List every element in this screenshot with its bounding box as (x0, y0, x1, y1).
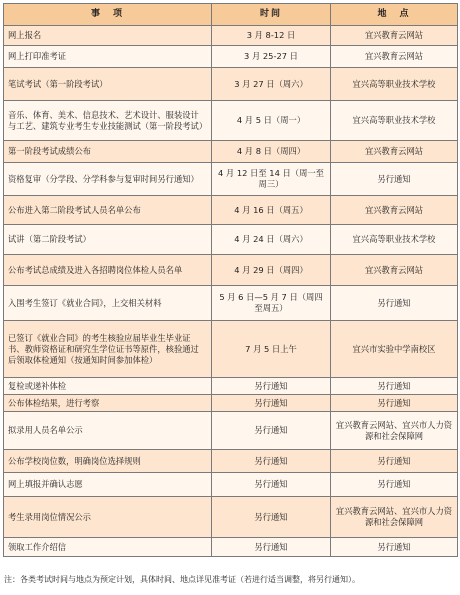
table-row (4, 538, 458, 557)
row-time: 4 月 12 日至 14 日（周一至周三） (212, 163, 331, 196)
table-row (4, 473, 458, 497)
row-item: 公布体检结果，进行考察 (4, 395, 212, 412)
table-row (4, 196, 458, 225)
header-item: 事 项 (4, 4, 212, 26)
header-place: 地 点 (331, 4, 458, 26)
table-row (4, 412, 458, 450)
row-place: 另行通知 (331, 163, 458, 196)
table-row (4, 321, 458, 378)
row-time: 另行通知 (212, 538, 331, 557)
row-place: 宜兴教育云网站 (331, 255, 458, 286)
row-place: 宜兴高等职业技术学校 (331, 101, 458, 141)
row-place: 另行通知 (331, 378, 458, 395)
row-time: 4 月 29 日（周四） (212, 255, 331, 286)
row-time: 另行通知 (212, 395, 331, 412)
row-item: 网上报名 (4, 26, 212, 46)
row-time: 4 月 8 日（周四） (212, 141, 331, 163)
row-place: 宜兴高等职业技术学校 (331, 225, 458, 255)
table-row (4, 101, 458, 141)
row-time: 另行通知 (212, 497, 331, 538)
footnote: 注：各类考试时间与地点为预定计划，具体时间、地点详见准考证（若进行适当调整，将另行通知）。 (4, 575, 360, 584)
row-time: 另行通知 (212, 450, 331, 473)
row-item: 网上填报并确认志愿 (4, 473, 212, 497)
table-row (4, 286, 458, 321)
table-row (4, 26, 458, 46)
row-place: 宜兴教育云网站 (331, 141, 458, 163)
row-place: 另行通知 (331, 538, 458, 557)
table-header-row (4, 4, 458, 26)
row-time: 3 月 25-27 日 (212, 46, 331, 68)
row-item: 资格复审（分学段、分学科参与复审时间另行通知） (4, 163, 212, 196)
row-place: 宜兴教育云网站 (331, 196, 458, 225)
row-item: 复检或递补体检 (4, 378, 212, 395)
row-time: 7 月 5 日上午 (212, 321, 331, 378)
row-item: 公布进入第二阶段考试人员名单公布 (4, 196, 212, 225)
row-place: 宜兴高等职业技术学校 (331, 68, 458, 101)
schedule-table (3, 3, 458, 557)
row-place: 另行通知 (331, 286, 458, 321)
header-time: 时间 (212, 4, 331, 26)
row-place: 宜兴市实验中学南校区 (331, 321, 458, 378)
row-time: 另行通知 (212, 412, 331, 450)
row-item: 网上打印准考证 (4, 46, 212, 68)
row-time: 4 月 16 日（周五） (212, 196, 331, 225)
row-time: 5 月 6 日—5 月 7 日（周四至周五） (212, 286, 331, 321)
row-item: 领取工作介绍信 (4, 538, 212, 557)
row-item: 公布考试总成绩及进入各招聘岗位体检人员名单 (4, 255, 212, 286)
row-item: 第一阶段考试成绩公布 (4, 141, 212, 163)
table-row (4, 68, 458, 101)
row-place: 宜兴教育云网站 (331, 46, 458, 68)
row-item: 考生录用岗位情况公示 (4, 497, 212, 538)
row-time: 另行通知 (212, 378, 331, 395)
row-item: 拟录用人员名单公示 (4, 412, 212, 450)
row-time: 4 月 5 日（周一） (212, 101, 331, 141)
row-place: 另行通知 (331, 473, 458, 497)
table-row (4, 225, 458, 255)
row-item: 笔试考试（第一阶段考试） (4, 68, 212, 101)
row-time: 另行通知 (212, 473, 331, 497)
row-place: 宜兴教育云网站、宜兴市人力资源和社会保障网 (331, 412, 458, 450)
table-row (4, 46, 458, 68)
row-place: 另行通知 (331, 395, 458, 412)
row-time: 3 月 8-12 日 (212, 26, 331, 46)
row-item: 入围考生签订《就业合同》，上交相关材料 (4, 286, 212, 321)
table-row (4, 141, 458, 163)
row-time: 3 月 27 日（周六） (212, 68, 331, 101)
table-row (4, 497, 458, 538)
table-row (4, 395, 458, 412)
row-item: 音乐、体育、美术、信息技术、艺术设计、服装设计与工艺、建筑专业考生专业技能测试（第一阶段考试） (4, 101, 212, 141)
row-place: 宜兴教育云网站 (331, 26, 458, 46)
row-time: 4 月 24 日（周六） (212, 225, 331, 255)
row-item: 公布学校岗位数，明确岗位选择规则 (4, 450, 212, 473)
row-place: 宜兴教育云网站、宜兴市人力资源和社会保障网 (331, 497, 458, 538)
row-place: 另行通知 (331, 450, 458, 473)
row-item: 试讲（第二阶段考试） (4, 225, 212, 255)
row-item: 已签订《就业合同》的考生核验应届毕业生毕业证书、教师资格证和研究生学位证书等原件，核验通过后领取体检通知（按通知时间参加体检） (4, 321, 212, 378)
table-row (4, 255, 458, 286)
table-row (4, 163, 458, 196)
table-row (4, 450, 458, 473)
table-row (4, 378, 458, 395)
